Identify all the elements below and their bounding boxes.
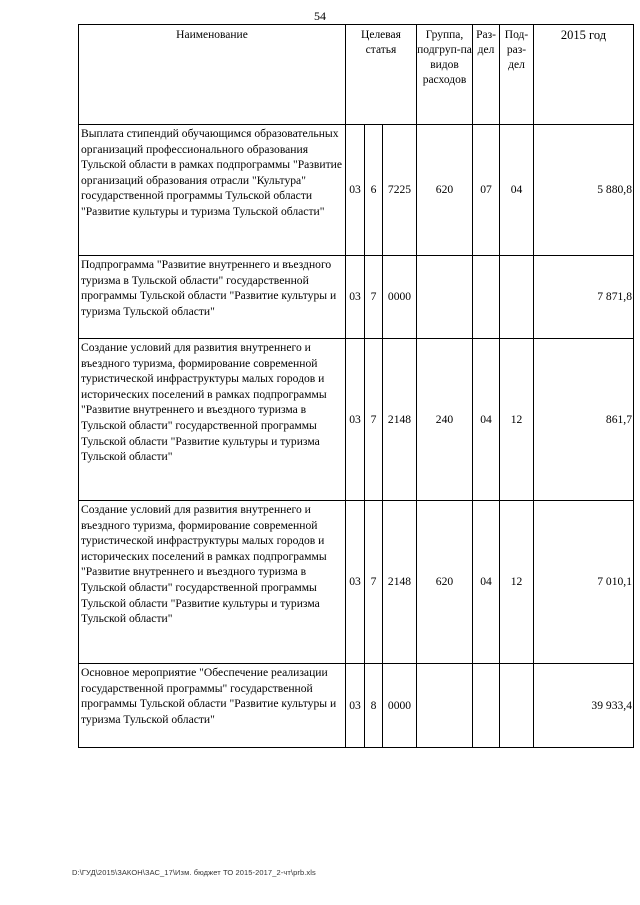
- row-cs-program: 03: [346, 501, 365, 664]
- row-name: Основное мероприятие "Обеспечение реализации государственной программы" государственной программы Тульской области "Развитие культуры и туризма Тульской области": [79, 664, 346, 748]
- row-amount: 39 933,4: [534, 664, 634, 748]
- row-section: [473, 256, 500, 339]
- row-group: 620: [417, 501, 473, 664]
- row-cs-program: 03: [346, 125, 365, 256]
- row-name: Создание условий для развития внутреннего и въездного туризма, формирование современной туристической инфраструктуры малых городов и исторических поселений в рамках подпрограммы "Развитие внутреннего и въездного туризма в Тульской области" государственной программы Тульской области "Развитие культуры и туризма Тульской области": [79, 339, 346, 501]
- row-group: [417, 664, 473, 748]
- row-cs-code: 0000: [383, 256, 417, 339]
- page-number: 54: [314, 9, 326, 23]
- row-cs-subprogram: 7: [365, 339, 383, 501]
- row-subsection: [500, 256, 534, 339]
- row-amount: 7 010,1: [534, 501, 634, 664]
- row-cs-subprogram: 7: [365, 501, 383, 664]
- table-row: [79, 664, 634, 748]
- row-name: Выплата стипендий обучающимся образовательных организаций профессионального образования Тульской области в рамках подпрограммы "Развитие организаций образования отрасли "Культура" государственной программы Тульской области "Развитие культуры и туризма Тульской области": [79, 125, 346, 256]
- header-subsection: Под-раз-дел: [500, 25, 534, 125]
- file-path-footer: D:\ГУД\2015\ЗАКОН\ЗАС_17\Изм. бюджет ТО 2015-2017_2-чт\prb.xls: [72, 868, 316, 877]
- row-subsection: [500, 664, 534, 748]
- row-cs-code: 2148: [383, 501, 417, 664]
- row-cs-program: 03: [346, 664, 365, 748]
- table-row: [79, 339, 634, 501]
- table-row: [79, 256, 634, 339]
- row-section: 04: [473, 501, 500, 664]
- row-section: 07: [473, 125, 500, 256]
- row-cs-subprogram: 7: [365, 256, 383, 339]
- row-name: Создание условий для развития внутреннего и въездного туризма, формирование современной туристической инфраструктуры малых городов и исторических поселений в рамках подпрограммы "Развитие внутреннего и въездного туризма в Тульской области" государственной программы Тульской области "Развитие культуры и туризма Тульской области": [79, 501, 346, 664]
- row-amount: 7 871,8: [534, 256, 634, 339]
- table-row: [79, 125, 634, 256]
- row-amount: 861,7: [534, 339, 634, 501]
- header-group: Группа, подгруп-па видов расходов: [417, 25, 473, 125]
- row-cs-program: 03: [346, 256, 365, 339]
- table-row: [79, 501, 634, 664]
- row-amount: 5 880,8: [534, 125, 634, 256]
- budget-table: [78, 24, 634, 748]
- row-section: 04: [473, 339, 500, 501]
- row-name: Подпрограмма "Развитие внутреннего и въездного туризма в Тульской области" государственной программы Тульской области "Развитие культуры и туризма Тульской области": [79, 256, 346, 339]
- row-section: [473, 664, 500, 748]
- header-year: 2015 год: [534, 25, 634, 125]
- header-name: Наименование: [79, 25, 346, 125]
- row-group: 240: [417, 339, 473, 501]
- header-target-article: Целевая статья: [346, 25, 417, 125]
- row-group: [417, 256, 473, 339]
- row-cs-code: 7225: [383, 125, 417, 256]
- row-cs-code: 2148: [383, 339, 417, 501]
- row-cs-subprogram: 8: [365, 664, 383, 748]
- row-subsection: 12: [500, 501, 534, 664]
- row-cs-code: 0000: [383, 664, 417, 748]
- row-group: 620: [417, 125, 473, 256]
- row-cs-program: 03: [346, 339, 365, 501]
- row-subsection: 04: [500, 125, 534, 256]
- row-cs-subprogram: 6: [365, 125, 383, 256]
- row-subsection: 12: [500, 339, 534, 501]
- header-section: Раз-дел: [473, 25, 500, 125]
